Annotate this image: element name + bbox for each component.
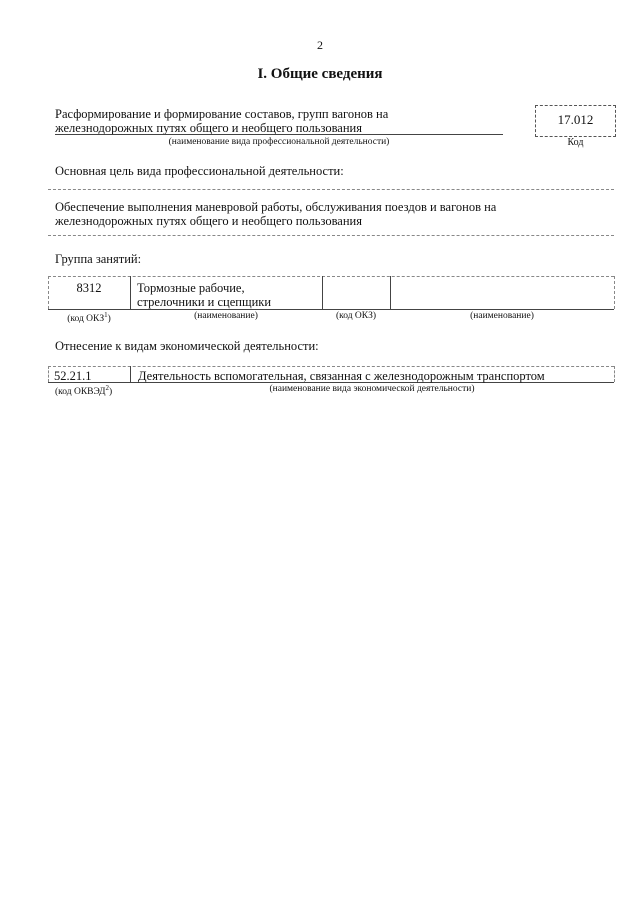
purpose-bottom-border <box>48 235 614 236</box>
occupations-divider-3 <box>390 276 391 309</box>
okved-code: 52.21.1 <box>54 369 92 383</box>
occupations-divider-2 <box>322 276 323 309</box>
activity-code: 17.012 <box>557 112 594 127</box>
purpose-top-border <box>48 189 614 190</box>
caption-name-1: (наименование) <box>194 311 258 321</box>
purpose-line1: Обеспечение выполнения маневровой работы, обслуживания поездов и вагонов на <box>55 200 497 214</box>
activity-underline <box>55 134 503 135</box>
page-number: 2 <box>317 38 323 52</box>
section-title: I. Общие сведения <box>257 66 383 82</box>
purpose-heading: Основная цель вида профессиональной деятельности: <box>55 164 344 178</box>
caption-okz-code-2: (код ОКЗ) <box>335 311 377 321</box>
caption-name-2: (наименование) <box>470 311 534 321</box>
occupation-name-1 <box>137 281 317 309</box>
activity-name-line2: железнодорожных путях общего и необщего пользования <box>55 121 362 135</box>
economic-left-border <box>48 366 49 382</box>
caption-okz-code-1-text: (код ОКЗ <box>67 314 105 325</box>
occupations-right-border <box>614 276 615 309</box>
caption-okz-code-1 <box>48 311 130 324</box>
purpose-text <box>55 200 595 228</box>
activity-caption: (наименование вида профессиональной деятельности) <box>168 137 390 147</box>
caption-okved-code <box>55 384 135 397</box>
caption-okved-code-text: (код ОКВЭД <box>55 387 106 398</box>
occupations-bottom-border <box>48 309 614 310</box>
purpose-line2: железнодорожных путях общего и необщего пользования <box>55 214 362 228</box>
caption-okved-code-end: ) <box>108 387 113 398</box>
footnote-1-mark: 1 <box>104 311 108 319</box>
occupations-heading: Группа занятий: <box>55 252 142 266</box>
occupations-divider-1 <box>130 276 131 309</box>
economic-heading: Отнесение к видам экономической деятельности: <box>55 339 319 353</box>
occupation-name-1-line2: стрелочники и сцепщики <box>137 295 272 309</box>
footnote-2-mark: 2 <box>105 384 109 392</box>
economic-top-border <box>48 366 614 367</box>
okved-name: Деятельность вспомогательная, связанная с железнодорожным транспортом <box>138 369 545 383</box>
caption-okz-code-1-end: ) <box>107 314 111 325</box>
caption-okved-name: (наименование вида экономической деятельности) <box>269 384 475 394</box>
activity-name <box>55 107 515 135</box>
economic-divider <box>130 366 131 382</box>
occupations-top-border <box>48 276 614 277</box>
economic-right-border <box>614 366 615 382</box>
activity-name-line1: Расформирование и формирование составов, групп вагонов на <box>55 107 389 121</box>
occupation-code-1: 8312 <box>76 281 102 295</box>
code-caption: Код <box>567 137 584 148</box>
occupation-name-1-line1: Тормозные рабочие, <box>137 281 245 295</box>
